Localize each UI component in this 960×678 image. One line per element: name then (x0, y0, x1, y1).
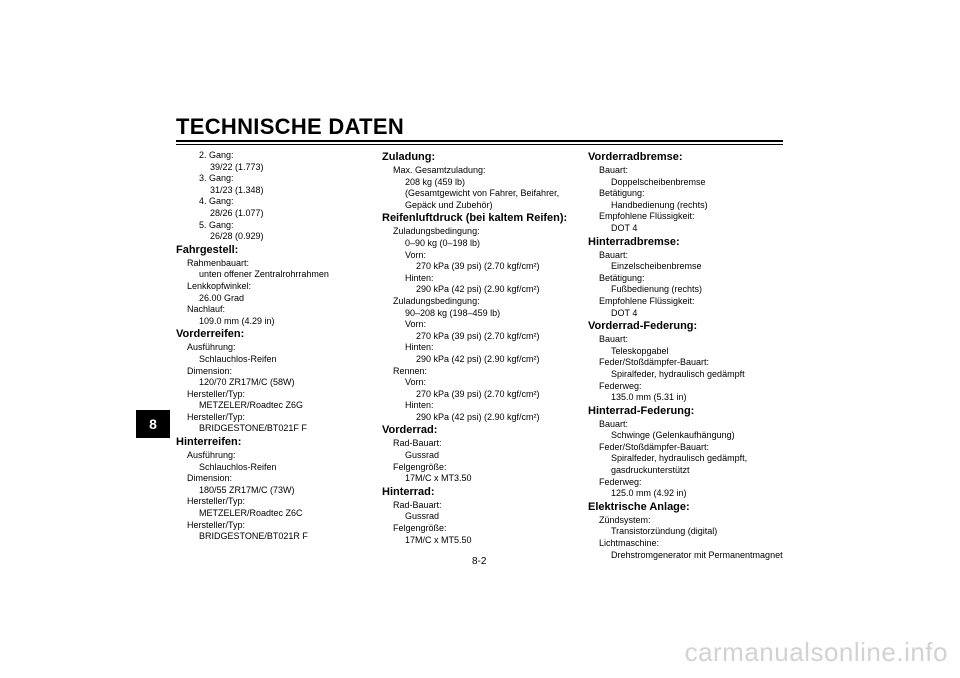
spec-label: Bauart: (599, 249, 629, 260)
section-heading: Hinterrad-Federung: (588, 404, 695, 417)
spec-label: Hersteller/Typ: (187, 411, 246, 422)
spec-label: Betätigung: (599, 188, 645, 199)
spec-column-1 (176, 150, 366, 543)
spec-value: 120/70 ZR17M/C (58W) (199, 377, 295, 388)
spec-label: Lenkkopfwinkel: (187, 280, 252, 291)
section-heading: Hinterradbremse: (588, 235, 680, 248)
spec-value: 17M/C x MT3.50 (405, 473, 472, 484)
spec-label: Rennen: (393, 365, 428, 376)
spec-label: Federweg: (599, 476, 642, 487)
spec-label: Hersteller/Typ: (187, 519, 246, 530)
spec-label: Ausführung: (187, 342, 236, 353)
spec-label: Dimension: (187, 365, 233, 376)
spec-label: Rahmenbauart: (187, 257, 250, 268)
watermark: carmanualsonline.info (684, 637, 948, 667)
spec-value: 28/26 (1.077) (210, 207, 264, 218)
spec-label: Zuladungsbedingung: (393, 226, 480, 237)
spec-value: gasdruckunterstützt (611, 465, 690, 476)
spec-value: 270 kPa (39 psi) (2.70 kgf/cm²) (416, 388, 540, 399)
section-heading: Vorderrad-Federung: (588, 320, 698, 333)
spec-value: DOT 4 (611, 307, 638, 318)
spec-value: 17M/C x MT5.50 (405, 534, 472, 545)
spec-label: Zündsystem: (599, 514, 651, 525)
section-heading: Vorderradbremse: (588, 151, 683, 163)
spec-label: Zuladungsbedingung: (393, 295, 480, 306)
spec-label: Federweg: (599, 380, 642, 391)
spec-note: Gepäck und Zubehör) (405, 199, 493, 210)
spec-label: Hersteller/Typ: (187, 496, 246, 507)
spec-label: Vorn: (405, 319, 427, 330)
section-heading: Reifenluftdruck (bei kaltem Reifen): (382, 212, 568, 225)
page-title: TECHNISCHE DATEN (176, 114, 405, 139)
spec-label: 5. Gang: (199, 219, 234, 230)
spec-label: Felgengröße: (393, 461, 447, 472)
title-rule-thick (176, 140, 783, 142)
section-heading: Elektrische Anlage: (588, 500, 690, 513)
spec-value: Gussrad (405, 511, 440, 522)
section-heading: Fahrgestell: (176, 243, 239, 256)
spec-value: Gussrad (405, 450, 440, 461)
section-tab: 8 (136, 410, 170, 438)
spec-value: 135.0 mm (5.31 in) (611, 392, 687, 403)
spec-value: BRIDGESTONE/BT021R F (199, 531, 308, 542)
spec-label: Rad-Bauart: (393, 499, 442, 510)
spec-value: 90–208 kg (198–459 lb) (405, 307, 501, 318)
spec-value: Handbedienung (rechts) (611, 199, 708, 210)
spec-value: Fußbedienung (rechts) (611, 284, 703, 295)
spec-label: Max. Gesamtzuladung: (393, 165, 486, 175)
spec-value: 290 kPa (42 psi) (2.90 kgf/cm²) (416, 353, 540, 364)
title-rule-thin (176, 144, 783, 145)
section-heading: Vorderrad: (382, 424, 438, 437)
spec-label: Nachlauf: (187, 304, 226, 315)
spec-label: Ausführung: (187, 450, 236, 461)
spec-label: Empfohlene Flüssigkeit: (599, 295, 695, 306)
spec-label: Bauart: (599, 334, 629, 345)
spec-value: 208 kg (459 lb) (405, 176, 466, 187)
spec-column-3 (588, 150, 788, 561)
spec-value: Einzelscheibenbremse (611, 261, 702, 272)
spec-value: 270 kPa (39 psi) (2.70 kgf/cm²) (416, 330, 540, 341)
spec-value: 31/23 (1.348) (210, 184, 264, 195)
spec-label: Empfohlene Flüssigkeit: (599, 211, 695, 222)
spec-label: Dimension: (187, 473, 233, 484)
spec-value: 180/55 ZR17M/C (73W) (199, 484, 295, 495)
spec-value: 125.0 mm (4.92 in) (611, 488, 687, 499)
spec-value: 26.00 Grad (199, 292, 245, 303)
spec-label: Feder/Stoßdämpfer-Bauart: (599, 441, 710, 452)
spec-value: Schwinge (Gelenkaufhängung) (611, 430, 735, 441)
spec-label: Hersteller/Typ: (187, 388, 246, 399)
spec-value: METZELER/Roadtec Z6C (199, 508, 303, 519)
spec-value: 0–90 kg (0–198 lb) (405, 237, 481, 248)
spec-label: Rad-Bauart: (393, 438, 442, 449)
spec-value: 26/28 (0.929) (210, 231, 264, 242)
spec-value: Teleskopgabel (611, 345, 669, 356)
spec-value: DOT 4 (611, 222, 638, 233)
spec-value: METZELER/Roadtec Z6G (199, 400, 304, 411)
spec-note: (Gesamtgewicht von Fahrer, Beifahrer, (405, 188, 560, 199)
spec-value: Spiralfeder, hydraulisch gedämpft, (611, 453, 748, 464)
section-heading: Zuladung: (382, 151, 436, 163)
spec-label: 4. Gang: (199, 196, 234, 207)
spec-label: 2. Gang: (199, 150, 234, 160)
spec-value: unten offener Zentralrohrrahmen (199, 269, 329, 280)
spec-label: Bauart: (599, 418, 629, 429)
spec-label: Hinten: (405, 272, 434, 283)
spec-label: Bauart: (599, 165, 629, 175)
spec-value: Drehstromgenerator mit Permanentmagnet (611, 549, 783, 560)
spec-value: 39/22 (1.773) (210, 161, 264, 172)
spec-value: Doppelscheibenbremse (611, 176, 706, 187)
spec-label: Hinten: (405, 400, 434, 411)
spec-value: Transistorzündung (digital) (611, 526, 718, 537)
spec-label: Felgengröße: (393, 523, 447, 534)
page-number: 8-2 (472, 556, 487, 567)
spec-label: Vorn: (405, 377, 427, 388)
section-heading: Vorderreifen: (176, 328, 245, 341)
spec-value: Spiralfeder, hydraulisch gedämpft (611, 368, 745, 379)
spec-label: 3. Gang: (199, 173, 234, 184)
spec-column-2 (382, 150, 582, 546)
section-heading: Hinterrad: (382, 485, 435, 498)
spec-label: Betätigung: (599, 272, 645, 283)
spec-value: 290 kPa (42 psi) (2.90 kgf/cm²) (416, 284, 540, 295)
spec-value: 290 kPa (42 psi) (2.90 kgf/cm²) (416, 411, 540, 422)
spec-label: Vorn: (405, 249, 427, 260)
section-heading: Hinterreifen: (176, 436, 242, 449)
spec-value: Schlauchlos-Reifen (199, 461, 277, 472)
spec-value: 270 kPa (39 psi) (2.70 kgf/cm²) (416, 261, 540, 272)
spec-value: 109.0 mm (4.29 in) (199, 315, 275, 326)
spec-label: Feder/Stoßdämpfer-Bauart: (599, 357, 710, 368)
spec-value: Schlauchlos-Reifen (199, 353, 277, 364)
spec-value: BRIDGESTONE/BT021F F (199, 423, 307, 434)
spec-label: Lichtmaschine: (599, 538, 660, 549)
spec-label: Hinten: (405, 342, 434, 353)
